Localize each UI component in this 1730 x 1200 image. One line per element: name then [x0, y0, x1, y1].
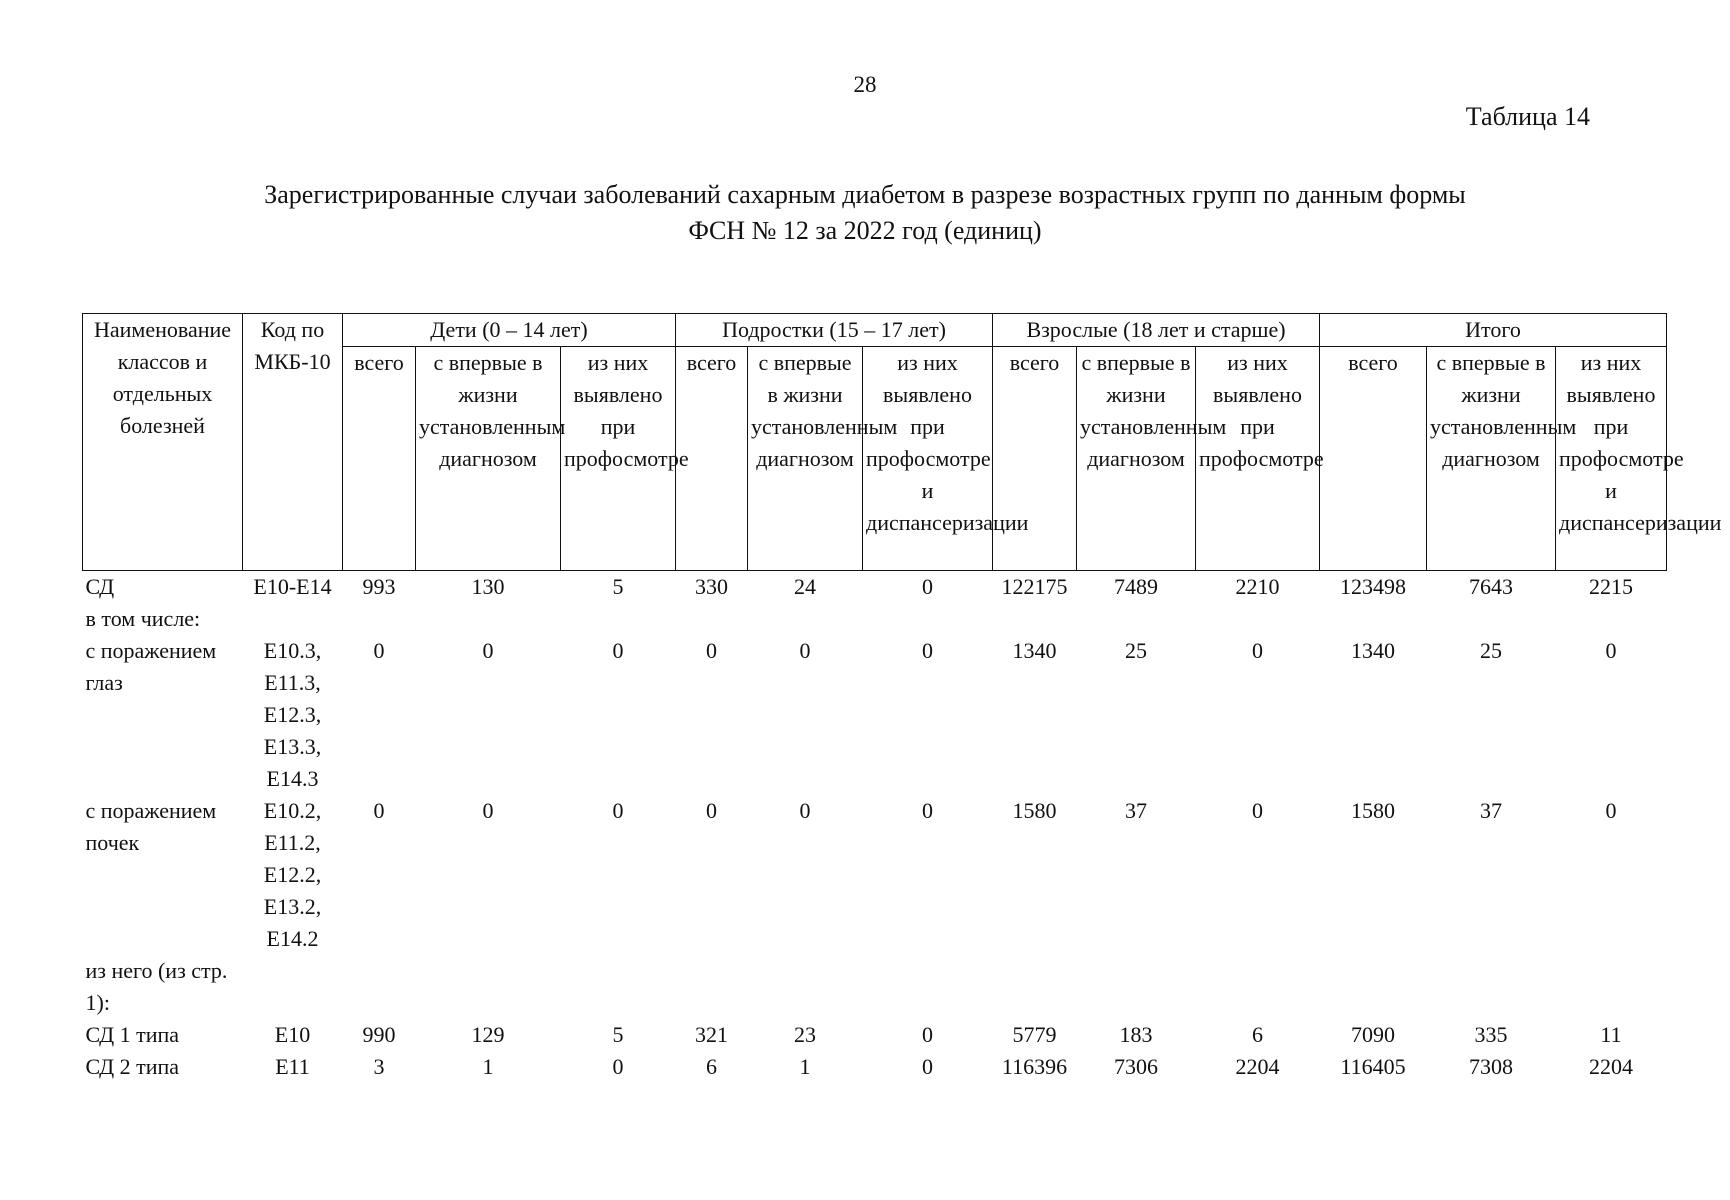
row-value-cell: 0 — [1605, 798, 1617, 823]
row-name-cell: с поражением глаз — [85, 638, 217, 695]
row-value-cell: 0 — [612, 1054, 624, 1079]
row-value-cell: 37 — [1125, 798, 1147, 823]
table-body — [83, 571, 1667, 1084]
row-value-cell: 1 — [799, 1054, 811, 1079]
row-value-cell: 0 — [1252, 798, 1263, 823]
row-name-cell: СД 2 типа — [85, 1054, 180, 1079]
row-value-cell — [863, 955, 993, 1019]
row-name-cell: в том числе: — [85, 606, 201, 631]
header-group-total: Итого — [1320, 314, 1667, 347]
subheader-cell: всего — [1320, 347, 1427, 571]
table-row — [83, 1051, 1667, 1083]
row-value-cell — [1196, 603, 1320, 635]
row-value-cell: 7643 — [1469, 574, 1513, 599]
subheader-cell: с впервые в жизни установленным диагнозом — [416, 347, 561, 571]
header-name-col: Наименование классов и отдельных болезней — [83, 314, 243, 571]
subheader-cell: с впервые в жизни установленным диагнозом — [748, 347, 863, 571]
row-value-cell: 7090 — [1351, 1022, 1395, 1047]
row-value-cell: 7306 — [1114, 1054, 1158, 1079]
row-value-cell: 116405 — [1340, 1054, 1406, 1079]
row-value-cell: 37 — [1480, 798, 1502, 823]
row-value-cell — [1427, 955, 1556, 1019]
row-value-cell: 23 — [794, 1022, 816, 1047]
row-value-cell: 25 — [1480, 638, 1502, 663]
row-value-cell — [676, 603, 748, 635]
row-value-cell: 0 — [799, 638, 811, 663]
row-value-cell: 3 — [373, 1054, 385, 1079]
row-value-cell: 1580 — [1012, 798, 1057, 823]
row-value-cell — [993, 955, 1077, 1019]
row-value-cell: 0 — [482, 638, 494, 663]
subheader-cell: из них выявлено при профосмотре — [561, 347, 676, 571]
row-value-cell: 0 — [706, 798, 717, 823]
row-value-cell: 24 — [794, 574, 816, 599]
row-value-cell: 11 — [1600, 1022, 1622, 1047]
row-value-cell: 0 — [922, 574, 933, 599]
row-value-cell: 183 — [1119, 1022, 1153, 1047]
row-value-cell: 129 — [471, 1022, 505, 1047]
row-value-cell: 7489 — [1114, 574, 1158, 599]
row-value-cell: 5 — [612, 574, 624, 599]
row-code-cell: E10-E14 — [253, 574, 332, 599]
subheader-cell: всего — [343, 347, 416, 571]
table-row — [83, 1019, 1667, 1051]
subheader-cell: всего — [676, 347, 748, 571]
table-row — [83, 571, 1667, 604]
row-value-cell — [993, 603, 1077, 635]
row-value-cell: 0 — [373, 798, 385, 823]
table-row — [83, 635, 1667, 795]
row-value-cell — [343, 603, 416, 635]
subheader-cell: всего — [993, 347, 1077, 571]
row-code-cell — [243, 603, 343, 635]
row-value-cell: 2215 — [1589, 574, 1633, 599]
title-line-2: ФСН № 12 за 2022 год (единиц) — [688, 216, 1042, 245]
row-value-cell — [676, 955, 748, 1019]
row-value-cell: 1340 — [1012, 638, 1057, 663]
row-value-cell: 0 — [1252, 638, 1263, 663]
page-number: 28 — [853, 72, 877, 97]
row-value-cell: 335 — [1474, 1022, 1508, 1047]
header-group-children: Дети (0 – 14 лет) — [343, 314, 676, 347]
row-value-cell: 130 — [471, 574, 505, 599]
row-value-cell — [416, 955, 561, 1019]
row-value-cell: 6 — [706, 1054, 717, 1079]
row-value-cell — [1196, 955, 1320, 1019]
subheader-cell: с впервые в жизни установленным диагнозом — [1077, 347, 1196, 571]
table-caption: Таблица 14 — [1465, 102, 1590, 131]
row-value-cell: 7308 — [1469, 1054, 1513, 1079]
row-value-cell: 5 — [612, 1022, 624, 1047]
row-value-cell: 0 — [922, 638, 933, 663]
subheader-cell: из них выявлено при профосмотре и диспансеризации — [1556, 347, 1667, 571]
row-code-cell: E10 — [274, 1022, 311, 1047]
row-value-cell: 123498 — [1340, 574, 1406, 599]
table-row — [83, 603, 1667, 635]
subheader-cell: из них выявлено при профосмотре и диспансеризации — [863, 347, 993, 571]
row-value-cell: 5779 — [1012, 1022, 1057, 1047]
row-value-cell: 0 — [922, 1022, 933, 1047]
row-value-cell — [561, 603, 676, 635]
table-row — [83, 795, 1667, 955]
row-value-cell: 116396 — [1001, 1054, 1068, 1079]
row-value-cell: 0 — [799, 798, 811, 823]
row-value-cell — [1077, 603, 1196, 635]
row-value-cell: 0 — [1605, 638, 1617, 663]
document-title — [0, 177, 1730, 249]
row-value-cell — [748, 955, 863, 1019]
row-value-cell: 993 — [362, 574, 396, 599]
row-value-cell: 1340 — [1351, 638, 1395, 663]
row-value-cell: 0 — [706, 638, 717, 663]
row-value-cell: 2204 — [1235, 1054, 1280, 1079]
row-value-cell: 321 — [695, 1022, 728, 1047]
row-name-cell: СД — [85, 574, 115, 599]
subheader-cell: из них выявлено при профосмотре — [1196, 347, 1320, 571]
row-name-cell: с поражением почек — [85, 798, 217, 855]
row-name-cell: СД 1 типа — [85, 1022, 180, 1047]
row-value-cell: 0 — [612, 638, 624, 663]
row-value-cell: 0 — [922, 1054, 933, 1079]
row-value-cell — [561, 955, 676, 1019]
row-value-cell: 0 — [612, 798, 624, 823]
row-value-cell — [1556, 603, 1667, 635]
row-value-cell — [416, 603, 561, 635]
row-value-cell: 2204 — [1589, 1054, 1633, 1079]
row-value-cell: 0 — [922, 798, 933, 823]
row-code-cell: E10.3, E11.3, E12.3, E13.3, E14.3 — [263, 638, 322, 791]
row-value-cell: 0 — [482, 798, 494, 823]
row-value-cell: 330 — [695, 574, 728, 599]
row-value-cell: 0 — [373, 638, 385, 663]
row-name-cell: из него (из стр. 1): — [85, 958, 228, 1015]
row-value-cell: 2210 — [1235, 574, 1280, 599]
row-code-cell — [243, 955, 343, 1019]
header-group-teens: Подростки (15 – 17 лет) — [676, 314, 993, 347]
subheader-cell: с впервые в жизни установленным диагнозом — [1427, 347, 1556, 571]
row-value-cell — [748, 603, 863, 635]
row-value-cell: 122175 — [1001, 574, 1068, 599]
header-code-col: Код по МКБ-10 — [243, 314, 343, 571]
row-code-cell: E10.2, E11.2, E12.2, E13.2, E14.2 — [263, 798, 322, 951]
row-value-cell: 25 — [1125, 638, 1147, 663]
row-value-cell: 990 — [362, 1022, 396, 1047]
table-row — [83, 955, 1667, 1019]
row-value-cell — [343, 955, 416, 1019]
row-code-cell: E11 — [275, 1054, 310, 1079]
row-value-cell — [1077, 955, 1196, 1019]
row-value-cell: 1580 — [1351, 798, 1395, 823]
row-value-cell — [1320, 955, 1427, 1019]
row-value-cell — [1320, 603, 1427, 635]
row-value-cell: 6 — [1252, 1022, 1263, 1047]
header-group-adults: Взрослые (18 лет и старше) — [993, 314, 1320, 347]
row-value-cell — [863, 603, 993, 635]
diabetes-cases-table — [82, 313, 1722, 1083]
title-line-1: Зарегистрированные случаи заболеваний сахарным диабетом в разрезе возрастных групп по данным формы — [264, 180, 1466, 209]
row-value-cell — [1556, 955, 1667, 1019]
row-value-cell: 1 — [482, 1054, 494, 1079]
row-value-cell — [1427, 603, 1556, 635]
